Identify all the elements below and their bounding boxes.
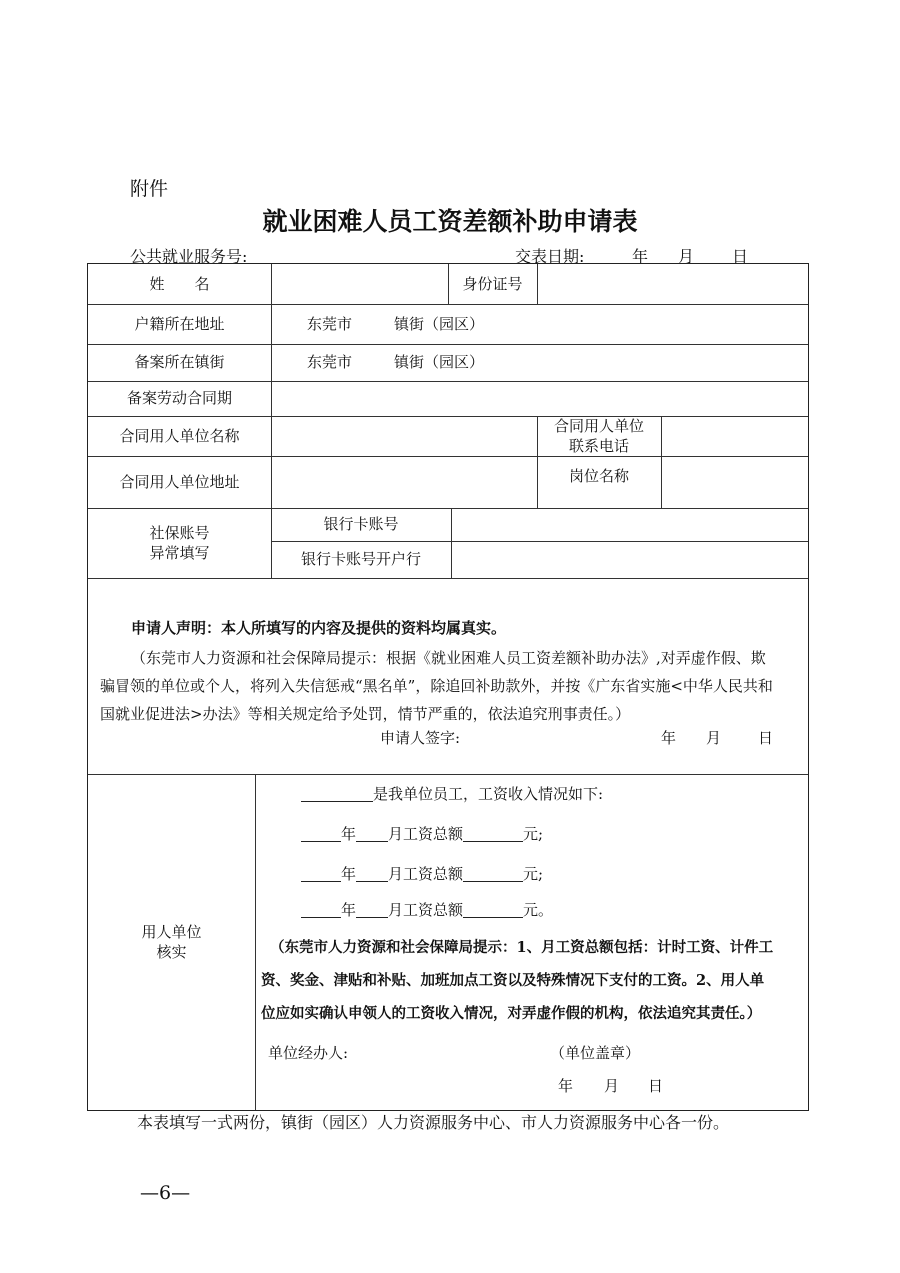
social-security-label-line1: 社保账号	[149, 523, 210, 542]
declaration-line-2: 骗冒领的单位或个人，将列入失信惩戒“黑名单”，除追回补助款外，并按《广东省实施<中华人民共和	[100, 677, 773, 695]
declaration-heading: 申请人声明：本人所填写的内容及提供的资料均属真实。	[131, 619, 507, 637]
application-form-table	[87, 263, 809, 1111]
signature-day: 日	[758, 729, 774, 747]
contract-period-label: 备案劳动合同期	[126, 389, 232, 408]
household-address-field[interactable]	[271, 304, 808, 344]
contract-period-field[interactable]	[271, 381, 808, 416]
submit-day: 日	[732, 247, 749, 266]
filing-town-label: 备案所在镇街	[134, 353, 225, 372]
declaration-line-3: 国就业促进法>办法》等相关规定给予处罚，情节严重的，依法追究刑事责任。）	[100, 705, 631, 723]
month-blank[interactable]	[356, 825, 388, 842]
wage-line-3	[301, 896, 553, 925]
wage-line-2	[301, 860, 543, 889]
signature-year: 年	[661, 729, 677, 747]
employer-name-label: 合同用人单位名称	[119, 426, 240, 445]
employer-phone-label-line1: 合同用人单位	[553, 416, 644, 435]
household-address-label: 户籍所在地址	[134, 314, 225, 333]
yuan-text: 元;	[523, 865, 544, 883]
position-label: 岗位名称	[568, 466, 629, 485]
month-wage-text: 月工资总额	[388, 901, 464, 919]
unit-handler-label: 单位经办人:	[268, 1044, 349, 1062]
attachment-label: 附件	[130, 178, 169, 200]
employer-phone-label	[537, 416, 661, 456]
month-blank[interactable]	[356, 865, 388, 882]
bank-branch-field[interactable]	[451, 541, 808, 578]
employer-name-field[interactable]	[271, 416, 537, 456]
city-text: 东莞市	[307, 353, 353, 372]
year-blank[interactable]	[301, 865, 341, 882]
town-unit-text: 镇街（园区）	[394, 314, 485, 333]
verification-notice-line-1: （东莞市人力资源和社会保障局提示：1、月工资总额包括：计时工资、计件工	[270, 939, 774, 956]
bank-card-label: 银行卡账号	[323, 515, 399, 534]
service-number-label: 公共就业服务号:	[130, 247, 248, 266]
wage-amount-blank[interactable]	[463, 825, 523, 842]
employer-verification-label-line1: 用人单位	[141, 922, 202, 941]
verification-notice-line-2: 资、奖金、津贴和补贴、加班加点工资以及特殊情况下支付的工资。2、用人单	[261, 972, 765, 989]
year-text: 年	[341, 865, 357, 883]
wage-amount-blank[interactable]	[463, 901, 523, 918]
filing-town-field[interactable]	[271, 344, 808, 381]
seal-month: 月	[604, 1077, 620, 1095]
employer-address-label: 合同用人单位地址	[119, 472, 240, 491]
footer-note: 本表填写一式两份，镇街（园区）人力资源服务中心、市人力资源服务中心各一份。	[137, 1113, 730, 1132]
name-label: 姓 名	[149, 274, 210, 293]
id-number-field[interactable]	[537, 264, 808, 304]
declaration-line-1: （东莞市人力资源和社会保障局提示：根据《就业困难人员工资差额补助办法》,对弄虚作假、欺	[131, 649, 766, 667]
wage-line-1	[301, 820, 543, 849]
position-field[interactable]	[661, 456, 808, 508]
seal-year: 年	[558, 1077, 574, 1095]
id-number-label: 身份证号	[462, 274, 523, 293]
submit-date-label: 交表日期:	[515, 247, 585, 266]
submit-year: 年	[632, 247, 649, 266]
yuan-text: 元;	[523, 825, 544, 843]
bank-branch-label: 银行卡账号开户行	[300, 550, 421, 569]
employer-verification-label-line2: 核实	[156, 943, 187, 961]
social-security-label	[88, 508, 271, 578]
employer-phone-label-line2: 联系电话	[568, 437, 629, 455]
bank-card-field[interactable]	[451, 508, 808, 541]
employer-phone-field[interactable]	[661, 416, 808, 456]
employer-verification-label	[88, 774, 255, 1110]
page-number: —6—	[140, 1182, 191, 1204]
town-unit-text: 镇街（园区）	[394, 353, 485, 372]
seal-day: 日	[648, 1077, 664, 1095]
year-blank[interactable]	[301, 825, 341, 842]
applicant-signature-label: 申请人签字:	[380, 729, 461, 747]
form-title: 就业困难人员工资差额补助申请表	[262, 207, 638, 236]
year-blank[interactable]	[301, 901, 341, 918]
yuan-text: 元。	[523, 901, 554, 919]
col-divider	[255, 774, 256, 1110]
verification-notice-line-3: 位应如实确认申领人的工资收入情况，对弄虚作假的机构，依法追究其责任。）	[261, 1005, 762, 1022]
signature-month: 月	[706, 729, 722, 747]
city-text: 东莞市	[307, 314, 353, 333]
month-blank[interactable]	[356, 901, 388, 918]
unit-seal-label: （单位盖章）	[550, 1044, 641, 1062]
year-text: 年	[341, 901, 357, 919]
employee-confirmation-text: 是我单位员工，工资收入情况如下:	[373, 785, 604, 803]
month-wage-text: 月工资总额	[388, 865, 464, 883]
employee-confirmation-line	[301, 780, 603, 809]
wage-amount-blank[interactable]	[463, 865, 523, 882]
month-wage-text: 月工资总额	[388, 825, 464, 843]
year-text: 年	[341, 825, 357, 843]
employee-name-blank[interactable]	[301, 785, 373, 802]
employer-address-field[interactable]	[271, 456, 537, 508]
submit-month: 月	[678, 247, 695, 266]
social-security-label-line2: 异常填写	[149, 544, 210, 562]
row-divider	[88, 578, 808, 579]
name-field[interactable]	[271, 264, 448, 304]
